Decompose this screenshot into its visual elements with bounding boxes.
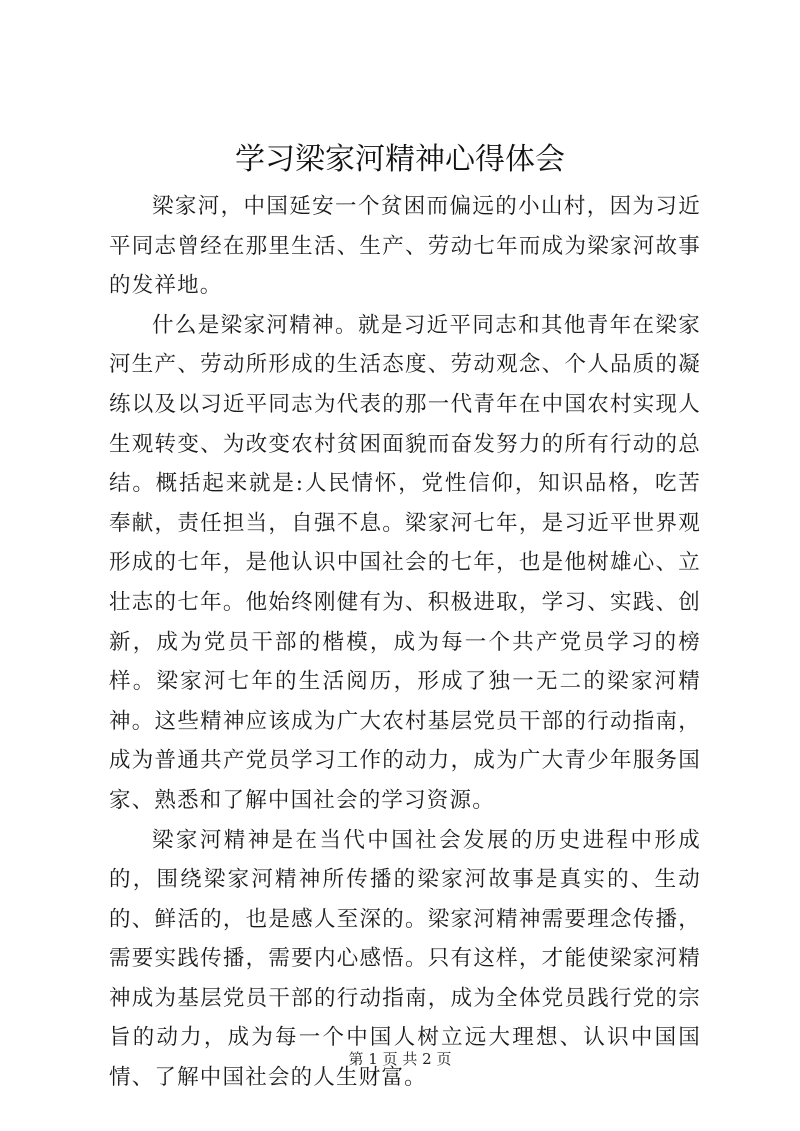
page-number-footer: 第 1 页 共 2 页 bbox=[348, 1050, 452, 1068]
page-title: 学习梁家河精神心得体会 bbox=[235, 142, 565, 177]
paragraph-definition: 什么是梁家河精神。就是习近平同志和其他青年在梁家河生产、劳动所形成的生活态度、劳动观念、个人品质的凝练以及以习近平同志为代表的那一代青年在中国农村实现人生观转变、为改变农村贫困面貌而奋发努力的所有行动的总结。概括起来就是:人民情怀，党性信仰，知识品格，吃苦奉献，责任担当，自强不息。梁家河七年，是习近平世界观形成的七年，是他认识中国社会的七年，也是他树雄心、立壮志的七年。他始终刚健有为、积极进取，学习、实践、创新，成为党员干部的楷模，成为每一个共产党员学习的榜样。梁家河七年的生活阅历，形成了独一无二的梁家河精神。这些精神应该成为广大农村基层党员干部的行动指南，成为普通共产党员学习工作的动力，成为广大青少年服务国家、熟悉和了解中国社会的学习资源。 bbox=[109, 312, 701, 813]
paragraph-conclusion: 梁家河精神是在当代中国社会发展的历史进程中形成的，围绕梁家河精神所传播的梁家河故事是真实的、生动的、鲜活的，也是感人至深的。梁家河精神需要理念传播，需要实践传播，需要内心感悟。只有这样，才能使梁家河精神成为基层党员干部的行动指南，成为全体党员践行党的宗旨的动力，成为每一个中国人树立远大理想、认识中国国情、了解中国社会的人生财富。 bbox=[109, 827, 701, 1091]
document-body bbox=[109, 187, 701, 1098]
paragraph-intro: 梁家河，中国延安一个贫困而偏远的小山村，因为习近平同志曾经在那里生活、生产、劳动七年而成为梁家河故事的发祥地。 bbox=[109, 194, 701, 299]
